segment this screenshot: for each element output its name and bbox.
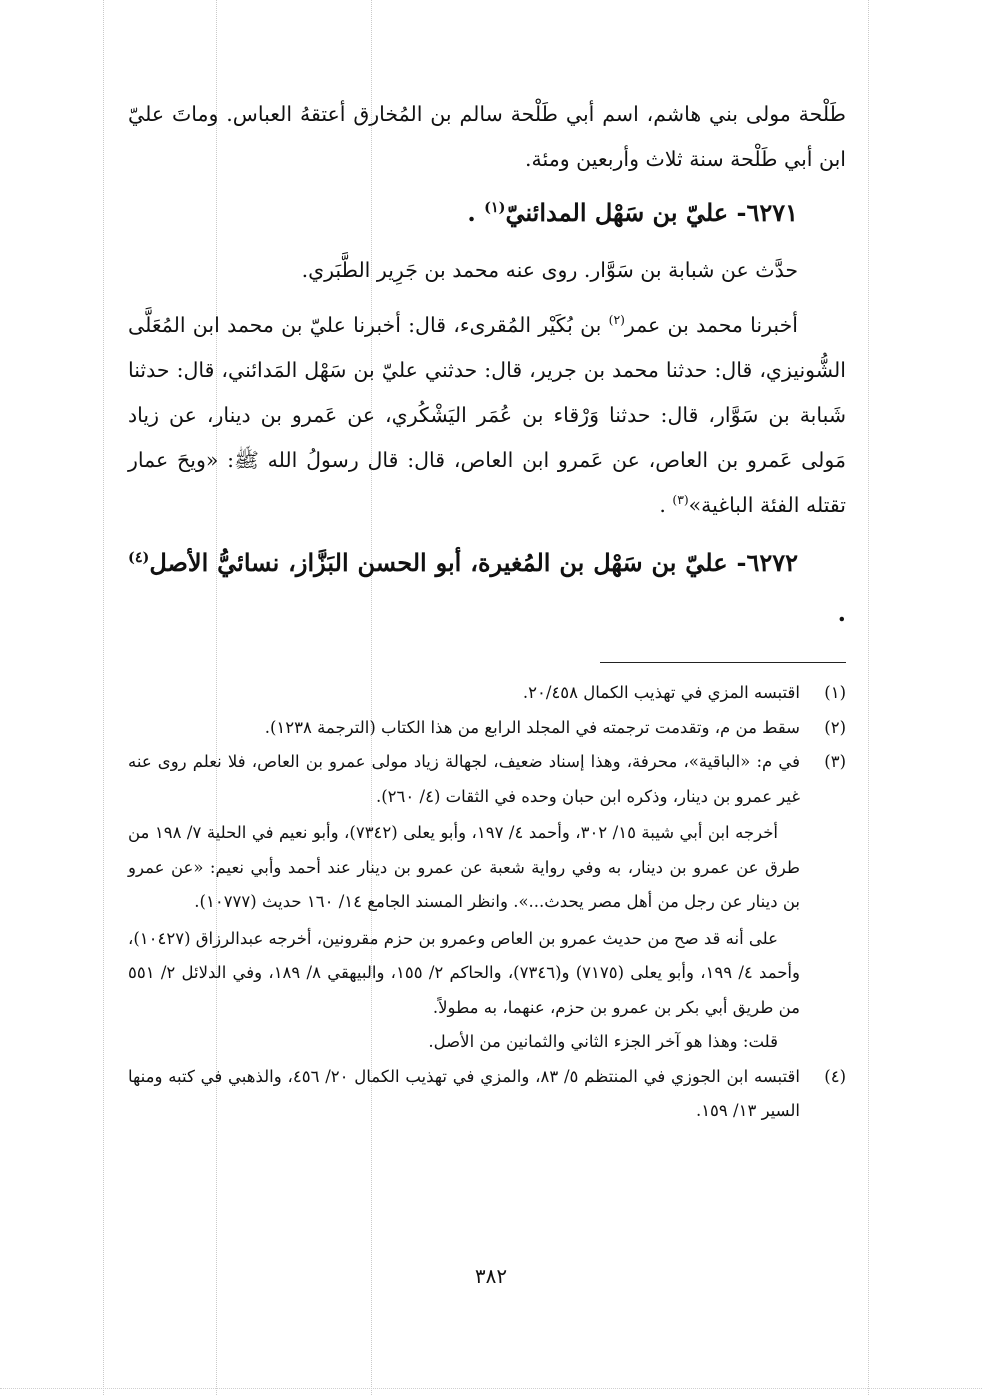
entry-tail: . bbox=[467, 198, 485, 227]
isnad-part-b: بن بُكَيْر المُقرىء، قال: أخبرنا عليّ بن محمد ابن المُعَلَّى الشُّونيزي، قال: حدثنا محمد بن جرير، قال: حدثني عليّ بن سَهْل المَدائني، قال: حدثنا شَبابة بن سَوَّار، قال: حدثنا وَرْقاء بن عُمَر اليَشْكُري، عن عَمرو بن دينار، عن زياد مَولى عَمرو بن العاص، عن عَمرو ابن العاص، قال: قال رسولُ الله ﷺ: «ويحَ عمار تقتله الفئة الباغية» bbox=[128, 313, 846, 517]
isnad-part-c: . bbox=[659, 493, 673, 517]
footnote-number: (١) bbox=[824, 683, 846, 702]
footnote-ref-2: (٢) bbox=[608, 313, 625, 328]
footnote-1 bbox=[128, 676, 846, 711]
footnote-2 bbox=[128, 711, 846, 746]
entry-heading-6272 bbox=[128, 538, 846, 638]
footnote-ref-4: (٤) bbox=[128, 549, 150, 566]
scan-artifact-line bbox=[0, 1388, 982, 1389]
footnote-4 bbox=[128, 1060, 846, 1129]
paragraph-narration: حدَّث عن شبابة بن سَوَّار. روى عنه محمد بن جَرِير الطَّبَري. bbox=[301, 258, 798, 282]
main-text bbox=[128, 92, 846, 638]
paragraph-isnad bbox=[128, 303, 846, 528]
footnote-3 bbox=[128, 745, 846, 814]
footnote-text: سقط من م، وتقدمت ترجمته في المجلد الرابع من هذا الكتاب (الترجمة ١٢٣٨). bbox=[264, 717, 800, 737]
footnote-3-paragraph-3: على أنه قد صح من حديث عمرو بن العاص وعمرو بن حزم مقرونين، أخرجه عبدالرزاق (١٠٤٢٧)، وأحمد ٤/ ١٩٩، وأبو يعلى (٧١٧٥) و(٧٣٤٦)، والحاكم ٢/ ١٥٥، والبيهقي ٨/ ١٨٩، وفي الدلائل ٢/ ٥٥١ من طريق أبي بكر بن عمرو بن حزم، عنهما، به مطولاً. bbox=[128, 928, 800, 1017]
footnote-3-paragraph-4: قلت: وهذا هو آخر الجزء الثاني والثمانين من الأصل. bbox=[428, 1032, 778, 1051]
footnote-separator bbox=[600, 662, 846, 663]
footnote-number: (٤) bbox=[824, 1066, 846, 1086]
isnad-part-a: أخبرنا محمد بن عمر bbox=[624, 313, 798, 337]
footnote-3-paragraph-2: أخرجه ابن أبي شيبة ١٥/ ٣٠٢، وأحمد ٤/ ١٩٧، وأبو يعلى (٧٣٤٢)، وأبو نعيم في الحلية ٧/ ١٩٨ من طرق عن عمرو بن دينار، به وفي رواية شعبة عن عمرو بن دينار عند أحمد وأبي نعيم: «عن عمرو بن دينار عن رجل من أهل مصر يحدث...». وانظر المسند الجامع ١٤/ ١٦٠ حديث (١٠٧٧٧). bbox=[128, 823, 800, 911]
scan-artifact-line bbox=[103, 0, 104, 1395]
scan-artifact-line bbox=[868, 0, 869, 1395]
entry-title: ٦٢٧١- عليّ بن سَهْل المدائنيّ bbox=[505, 198, 798, 227]
page-number: ٣٨٢ bbox=[474, 1264, 508, 1288]
footnote-number: (٢) bbox=[824, 717, 846, 737]
entry-tail: . bbox=[837, 598, 846, 627]
entry-heading-6271 bbox=[128, 188, 846, 238]
footnote-ref-1: (١) bbox=[484, 199, 506, 216]
footnote-text: اقتبسه ابن الجوزي في المنتظم ٥/ ٨٣، والمزي في تهذيب الكمال ٢٠/ ٤٥٦، والذهبي في كتبه ومنها السير ١٣/ ١٥٩. bbox=[128, 1066, 800, 1120]
footnote-ref-3: (٣) bbox=[672, 493, 689, 508]
footnotes bbox=[128, 676, 846, 1129]
footnote-text: في م: «الباقية»، محرفة، وهذا إسناد ضعيف، لجهالة زياد مولى عمرو بن العاص، فلا نعلم روى عنه غير عمرو بن دينار، وذكره ابن حبان وحده في الثقات (٤/ ٢٦٠). bbox=[128, 752, 800, 806]
entry-title: ٦٢٧٢- عليّ بن سَهْل بن المُغيرة، أبو الحسن البَزَّاز، نسائيُّ الأصل bbox=[149, 548, 798, 577]
footnote-number: (٣) bbox=[824, 752, 846, 771]
paragraph-talha: طَلْحة مولى بني هاشم، اسم أبي طَلْحة سالم بن المُخارق أعتقهُ العباس. وماتَ عليّ ابن أبي طَلْحة سنة ثلاث وأربعين ومئة. bbox=[128, 102, 846, 171]
footnote-text: اقتبسه المزي في تهذيب الكمال ٢٠/٤٥٨. bbox=[522, 683, 800, 702]
